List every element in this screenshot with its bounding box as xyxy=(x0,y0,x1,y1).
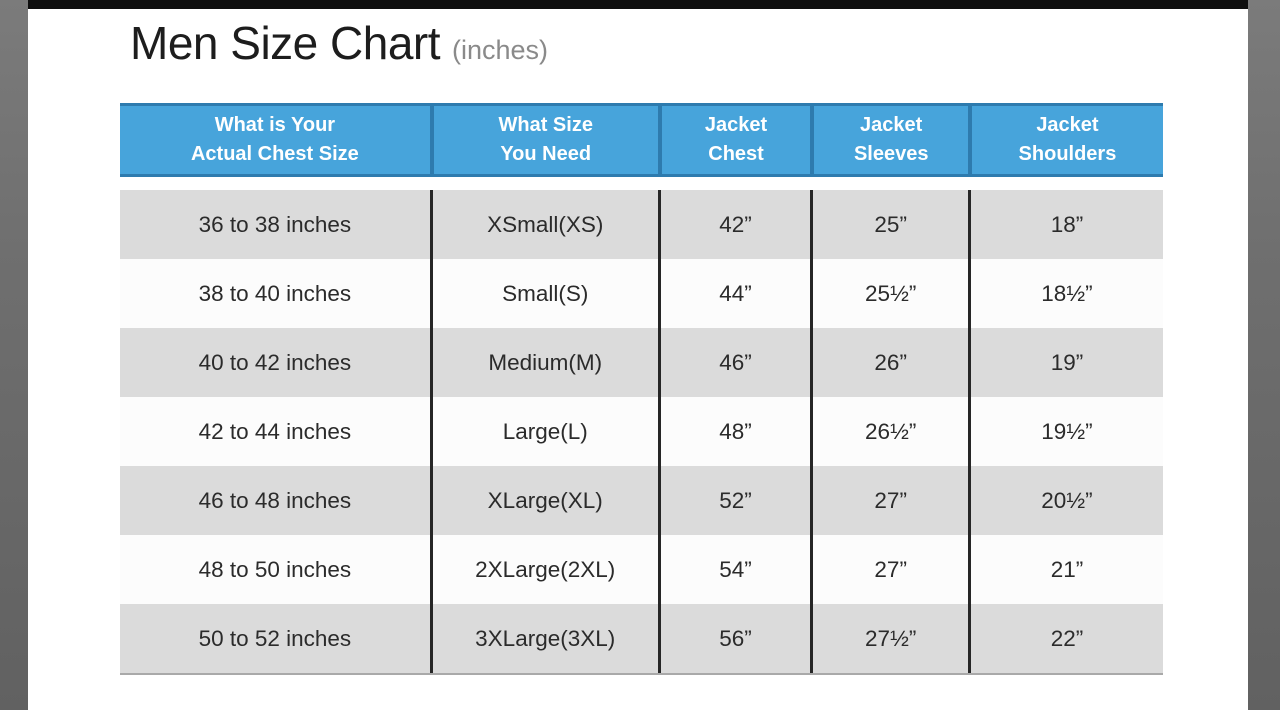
table-row xyxy=(120,190,1163,259)
left-edge-strip xyxy=(0,0,28,710)
cell-jacket-sleeves: 27” xyxy=(810,535,967,604)
cell-jacket-shoulders: 18” xyxy=(968,190,1163,259)
cell-chest-range: 50 to 52 inches xyxy=(198,625,352,651)
cell-chest-range: 46 to 48 inches xyxy=(198,487,352,513)
header-line: What Size xyxy=(498,114,593,136)
cell-jacket-shoulders: 20½” xyxy=(968,466,1163,535)
cell-jacket-sleeves: 27” xyxy=(810,466,967,535)
cell-jacket-sleeves: 26” xyxy=(810,328,967,397)
table-row xyxy=(120,259,1163,328)
col-header-jacket-chest xyxy=(658,106,811,174)
cell-jacket-chest: 54” xyxy=(658,535,811,604)
cell-jacket-shoulders: 18½” xyxy=(968,259,1163,328)
cell-jacket-sleeves: 26½” xyxy=(810,397,967,466)
cell-jacket-chest: 56” xyxy=(658,604,811,673)
cell-size-name: 3XLarge(3XL) xyxy=(430,604,658,673)
cell-jacket-sleeves: 27½” xyxy=(810,604,967,673)
header-line: Jacket xyxy=(704,114,768,136)
top-black-bar xyxy=(28,0,1248,9)
col-header-size-you-need xyxy=(430,106,658,174)
cell-size-name: Medium(M) xyxy=(430,328,658,397)
table-row xyxy=(120,397,1163,466)
cell-chest-range: 36 to 38 inches xyxy=(198,211,352,237)
cell-chest-range: 38 to 40 inches xyxy=(198,280,352,306)
header-line: Actual Chest Size xyxy=(190,143,359,165)
header-line: Sleeves xyxy=(853,143,929,165)
cell-size-name: Large(L) xyxy=(430,397,658,466)
cell-jacket-chest: 42” xyxy=(658,190,811,259)
col-header-jacket-shoulders xyxy=(968,106,1163,174)
cell-chest-range: 40 to 42 inches xyxy=(198,349,352,375)
table-row xyxy=(120,328,1163,397)
cell-chest-range: 48 to 50 inches xyxy=(198,556,352,582)
cell-size-name: XLarge(XL) xyxy=(430,466,658,535)
men-size-chart-table xyxy=(120,103,1163,675)
table-header-row xyxy=(120,103,1163,177)
col-header-jacket-sleeves xyxy=(810,106,967,174)
header-line: Jacket xyxy=(860,114,923,136)
cell-jacket-shoulders: 21” xyxy=(968,535,1163,604)
cell-jacket-chest: 52” xyxy=(658,466,811,535)
header-line: You Need xyxy=(500,143,592,165)
cell-jacket-shoulders: 22” xyxy=(968,604,1163,673)
cell-jacket-chest: 48” xyxy=(658,397,811,466)
cell-size-name: Small(S) xyxy=(430,259,658,328)
header-line: What is Your xyxy=(214,114,336,136)
cell-chest-range: 42 to 44 inches xyxy=(198,418,352,444)
header-line: Chest xyxy=(708,143,764,165)
header-line: Jacket xyxy=(1036,114,1099,136)
title-block xyxy=(130,16,548,70)
page-title: Men Size Chart xyxy=(130,17,441,69)
page-title-units-note: (inches) xyxy=(452,35,549,65)
cell-jacket-shoulders: 19½” xyxy=(968,397,1163,466)
cell-jacket-sleeves: 25½” xyxy=(810,259,967,328)
right-edge-strip xyxy=(1248,0,1280,710)
cell-size-name: 2XLarge(2XL) xyxy=(430,535,658,604)
table-row xyxy=(120,604,1163,673)
cell-jacket-sleeves: 25” xyxy=(810,190,967,259)
header-line: Shoulders xyxy=(1018,143,1117,165)
cell-jacket-shoulders: 19” xyxy=(968,328,1163,397)
table-body xyxy=(120,190,1163,675)
table-row xyxy=(120,535,1163,604)
cell-jacket-chest: 44” xyxy=(658,259,811,328)
cell-jacket-chest: 46” xyxy=(658,328,811,397)
col-header-actual-chest-size xyxy=(120,106,430,174)
cell-size-name: XSmall(XS) xyxy=(430,190,658,259)
table-row xyxy=(120,466,1163,535)
